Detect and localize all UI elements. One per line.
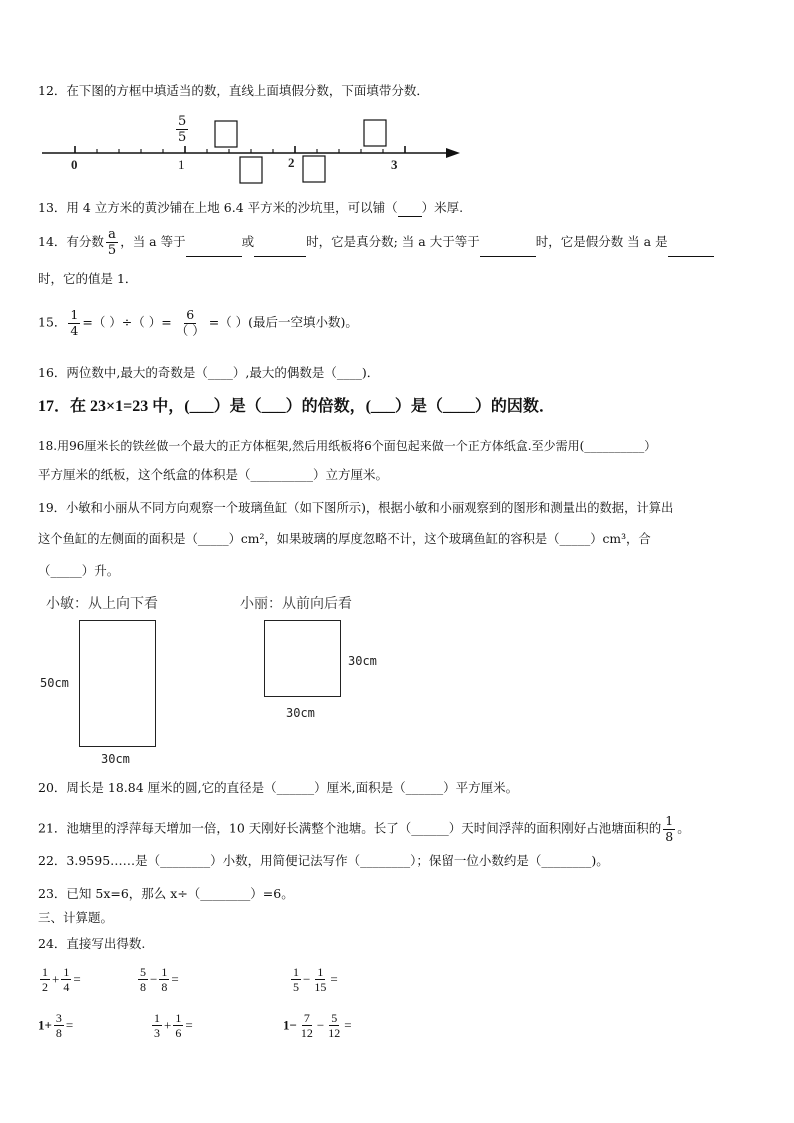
- tick-label-3: 3: [391, 157, 398, 172]
- q14-line2: 时，它的值是 1．: [38, 271, 138, 286]
- q21-line: [38, 815, 690, 843]
- q22-line: 22．3.9595……是（________）小数，用简便记法写作（________）；保留一位小数约是（________)。: [38, 853, 609, 868]
- q14-line: [38, 228, 714, 257]
- fraction: $\frac{1}{4}$: [63, 965, 70, 994]
- fig1-rectangle: [79, 620, 156, 747]
- q21-text-b: 。: [677, 820, 690, 836]
- fraction-numerator: a: [108, 227, 116, 242]
- tick-label-1: 1: [178, 157, 185, 172]
- q15-line: [38, 309, 358, 337]
- calc-operator: =: [185, 1017, 193, 1033]
- q18-line2: 平方厘米的纸板，这个纸盒的体积是（__________）立方厘米。: [38, 467, 389, 482]
- q14-text-e: 时，它是假分数 当 a 是: [535, 234, 668, 249]
- calc-item: [150, 1012, 193, 1039]
- q15-text-c: =（ ）(最后一空填小数)。: [208, 314, 358, 330]
- number-line-arrow: [446, 148, 460, 158]
- fraction-denominator: 8: [665, 828, 674, 844]
- q20-line: 20．周长是 18.84 厘米的圆,它的直径是（______）厘米,面积是（______）平方厘米。: [38, 780, 519, 795]
- fraction: $\frac{1}{3}$: [154, 1011, 160, 1040]
- calc-operator: =: [171, 971, 179, 987]
- answer-box-below-1: [240, 157, 262, 183]
- q19-line1: 19．小敏和小丽从不同方向观察一个玻璃鱼缸（如下图所示)，根据小敏和小丽观察到的图形和测量出的数据，计算出: [38, 501, 674, 515]
- tick-label-2: 2: [288, 155, 295, 170]
- calc-item: [38, 966, 81, 993]
- number-line-ticks: [75, 146, 405, 153]
- fraction-numerator: 1: [665, 813, 674, 828]
- fraction: $\frac{3}{8}$: [55, 1011, 62, 1040]
- q14-blank-2[interactable]: [254, 256, 306, 257]
- calc-item: [283, 1012, 352, 1039]
- calc-item: [289, 966, 338, 993]
- calc-operator: −: [150, 971, 158, 987]
- q12-fraction: [176, 115, 188, 144]
- calc-operator: −: [316, 1017, 325, 1033]
- q14-text-c: 或: [241, 234, 255, 249]
- q24-title: 24．直接写出得数.: [38, 936, 146, 951]
- q14-blank-1[interactable]: [186, 256, 242, 257]
- fraction-numerator: 5: [178, 114, 187, 129]
- q19-line3: （_____）升。: [38, 563, 120, 578]
- answer-box-above-2: [364, 120, 386, 146]
- calc-operator: =: [73, 971, 81, 987]
- q14-blank-3[interactable]: [480, 256, 536, 257]
- fraction: $\frac{5}{8}$: [140, 965, 146, 994]
- fraction-denominator: 5: [178, 130, 187, 145]
- calc-operator: +: [52, 971, 60, 987]
- q15-text-b: =（ ）÷（ ）=: [82, 314, 172, 330]
- fraction: $\frac{1}{15}$: [314, 965, 327, 994]
- q13-answer-blank[interactable]: [398, 216, 422, 217]
- calc-operator: +: [164, 1017, 172, 1033]
- answer-box-below-2: [303, 156, 325, 182]
- fig1-caption: 小敏：从上向下看: [46, 596, 158, 612]
- q12-text: 12．在下图的方框中填适当的数，直线上面填假分数，下面填带分数．: [38, 83, 429, 98]
- fig2-width-label: 30cm: [286, 706, 315, 720]
- q14-text-d: 时，它是真分数; 当 a 大于等于: [306, 234, 480, 249]
- fraction-numerator: 1: [70, 307, 79, 322]
- calc-item: [38, 1012, 73, 1039]
- fig1-height-label: 50cm: [40, 676, 69, 690]
- calc-operator: 1−: [283, 1017, 297, 1033]
- fraction: $\frac{1}{2}$: [42, 965, 48, 994]
- fraction-denominator: （ ）: [175, 322, 205, 338]
- fig2-height-label: 30cm: [348, 654, 377, 668]
- q15-fraction-1: [68, 309, 80, 337]
- q17-line: 17．在 23×1=23 中，(___）是（___）的倍数，(___）是（____）的因数．: [38, 398, 555, 415]
- q15-fraction-2: [174, 309, 207, 337]
- q14-fraction: [106, 228, 118, 257]
- calc-operator: =: [65, 1017, 74, 1033]
- fraction: $\frac{7}{12}$: [300, 1011, 313, 1040]
- calc-operator: =: [330, 971, 338, 987]
- fig2-caption: 小丽：从前向后看: [240, 596, 352, 612]
- fraction: $\frac{1}{6}$: [175, 1011, 182, 1040]
- q16-line: 16．两位数中,最大的奇数是（____）,最大的偶数是（____)．: [38, 365, 380, 380]
- q14-blank-4[interactable]: [668, 256, 714, 257]
- fraction-denominator: 5: [107, 243, 117, 258]
- q13-text-b: ）米厚.: [421, 200, 464, 215]
- calc-item: [136, 966, 179, 993]
- calc-operator: =: [344, 1017, 352, 1033]
- q19-line2: 这个鱼缸的左侧面的面积是（_____）cm²，如果玻璃的厚度忽略不计，这个玻璃鱼缸的容积是（_____）cm³，合: [38, 532, 651, 546]
- calc-operator: −: [303, 971, 311, 987]
- fraction-numerator: 6: [186, 307, 195, 322]
- fig1-width-label: 30cm: [101, 752, 130, 766]
- q23-line: 23．已知 5x=6，那么 x÷（________）=6。: [38, 886, 294, 901]
- q21-text-a: 21．池塘里的浮萍每天增加一倍，10 天刚好长满整个池塘。长了（______）天时间浮萍的面积刚好占池塘面积的: [38, 820, 662, 836]
- fig2-square: [264, 620, 341, 697]
- q15-text-a: 15．: [38, 314, 67, 330]
- q13-text-a: 13．用 4 立方米的黄沙铺在上地 6.4 平方米的沙坑里，可以铺（: [38, 200, 398, 215]
- q21-fraction: [663, 815, 675, 843]
- q13-line: [38, 199, 463, 217]
- calc-operator: 1+: [38, 1017, 52, 1033]
- fraction-denominator: 4: [70, 322, 79, 338]
- fraction: $\frac{1}{8}$: [161, 965, 168, 994]
- tick-label-0: 0: [71, 157, 78, 172]
- q18-line1: 18.用96厘米长的铁丝做一个最大的正方体框架,然后用纸板将6个面包起来做一个正方体纸盒.至少需用(__________）: [38, 439, 657, 453]
- section-heading: 三、计算题。: [38, 910, 114, 925]
- q14-text-b: ，当 a 等于: [120, 234, 186, 249]
- fraction: $\frac{1}{5}$: [293, 965, 299, 994]
- fraction: $\frac{5}{12}$: [328, 1011, 341, 1040]
- answer-box-above-1: [215, 121, 237, 147]
- q14-text-a: 14．有分数: [38, 234, 104, 249]
